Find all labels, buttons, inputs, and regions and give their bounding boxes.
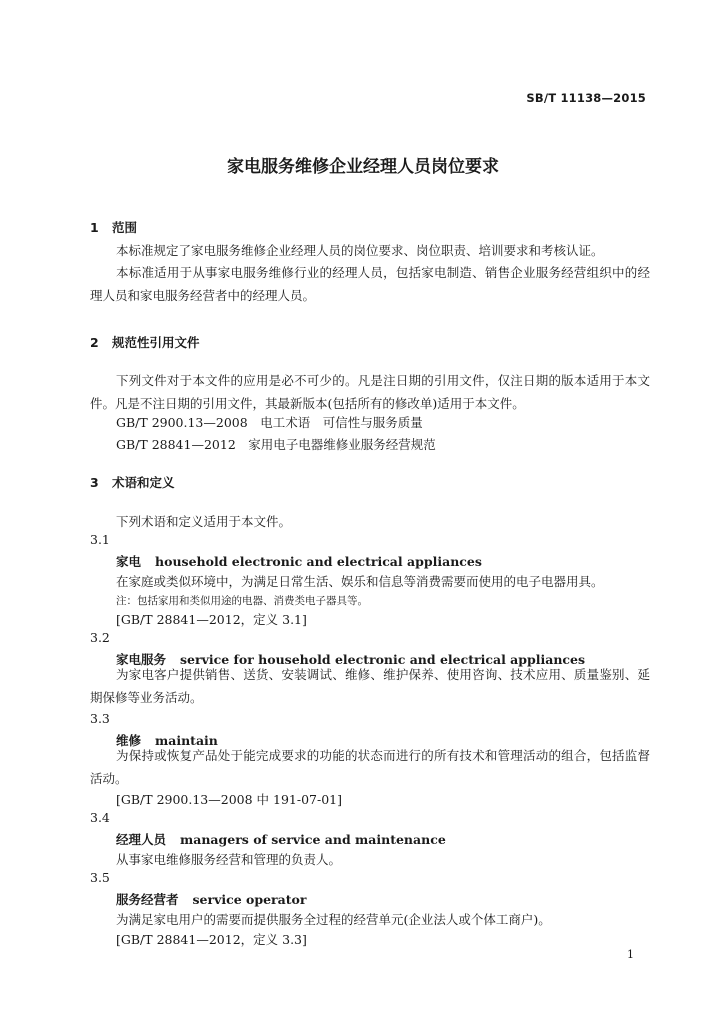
term-title <box>116 890 306 908</box>
term-definition: 为满足家电用户的需要而提供服务全过程的经营单元(企业法人或个体工商户)。 <box>116 912 551 927</box>
term-title <box>116 552 482 570</box>
term-name-en: managers of service and maintenance <box>180 832 446 847</box>
term-title <box>116 830 446 848</box>
term-definition: 为保持或恢复产品处于能完成要求的功能的状态而进行的所有技术和管理活动的组合，包括监督活动。 <box>90 748 650 786</box>
standard-number: SB/T 11138—2015 <box>526 91 646 105</box>
term-number: 3.2 <box>90 630 110 645</box>
section-3-heading <box>90 473 175 491</box>
section-1-paragraph-1: 本标准规定了家电服务维修企业经理人员的岗位要求、岗位职责、培训要求和考核认证。 <box>116 243 604 258</box>
term-name-zh: 经理人员 <box>116 832 167 847</box>
term-name-zh: 服务经营者 <box>116 892 179 907</box>
document-title: 家电服务维修企业经理人员岗位要求 <box>227 157 499 177</box>
section-title: 规范性引用文件 <box>112 335 200 350</box>
term-name-en: service for household electronic and electrical appliances <box>180 652 586 667</box>
term-source: [GB/T 28841—2012，定义 3.3] <box>116 932 307 947</box>
section-number: 1 <box>90 220 99 235</box>
page-number: 1 <box>627 948 634 961</box>
section-3-intro: 下列术语和定义适用于本文件。 <box>116 514 292 529</box>
section-2-paragraph-1: 下列文件对于本文件的应用是必不可少的。凡是注日期的引用文件，仅注日期的版本适用于本文件。凡是不注日期的引用文件，其最新版本(包括所有的修改单)适用于本文件。 <box>90 373 650 411</box>
section-title: 术语和定义 <box>112 475 175 490</box>
term-source: [GB/T 28841—2012，定义 3.1] <box>116 612 307 627</box>
normative-reference-2: GB/T 28841—2012 家用电子电器维修业服务经营规范 <box>116 437 436 452</box>
term-number: 3.1 <box>90 532 110 547</box>
term-name-en: maintain <box>155 733 218 748</box>
section-number: 3 <box>90 475 99 490</box>
section-2-heading <box>90 333 200 351</box>
term-name-en: service operator <box>192 892 307 907</box>
term-source: [GB/T 2900.13—2008 中 191-07-01] <box>116 792 343 807</box>
term-definition: 从事家电维修服务经营和管理的负责人。 <box>116 852 342 867</box>
section-title: 范围 <box>112 220 138 235</box>
term-name-zh: 维修 <box>116 733 142 748</box>
term-number: 3.3 <box>90 711 110 726</box>
term-definition: 为家电客户提供销售、送货、安装调试、维修、维护保养、使用咨询、技术应用、质量鉴别、延期保修等业务活动。 <box>90 667 650 705</box>
term-definition: 在家庭或类似环境中，为满足日常生活、娱乐和信息等消费需要而使用的电子电器用具。 <box>116 574 604 589</box>
term-number: 3.5 <box>90 870 110 885</box>
section-number: 2 <box>90 335 99 350</box>
section-1-paragraph-2: 本标准适用于从事家电服务维修行业的经理人员，包括家电制造、销售企业服务经营组织中的经理人员和家电服务经营者中的经理人员。 <box>90 265 650 303</box>
term-note: 注：包括家用和类似用途的电器、消费类电子器具等。 <box>116 595 368 607</box>
term-name-zh: 家电服务 <box>116 652 167 667</box>
normative-reference-1: GB/T 2900.13—2008 电工术语 可信性与服务质量 <box>116 415 423 430</box>
term-name-en: household electronic and electrical appliances <box>155 554 482 569</box>
term-number: 3.4 <box>90 810 110 825</box>
section-1-heading <box>90 218 137 236</box>
term-name-zh: 家电 <box>116 554 142 569</box>
